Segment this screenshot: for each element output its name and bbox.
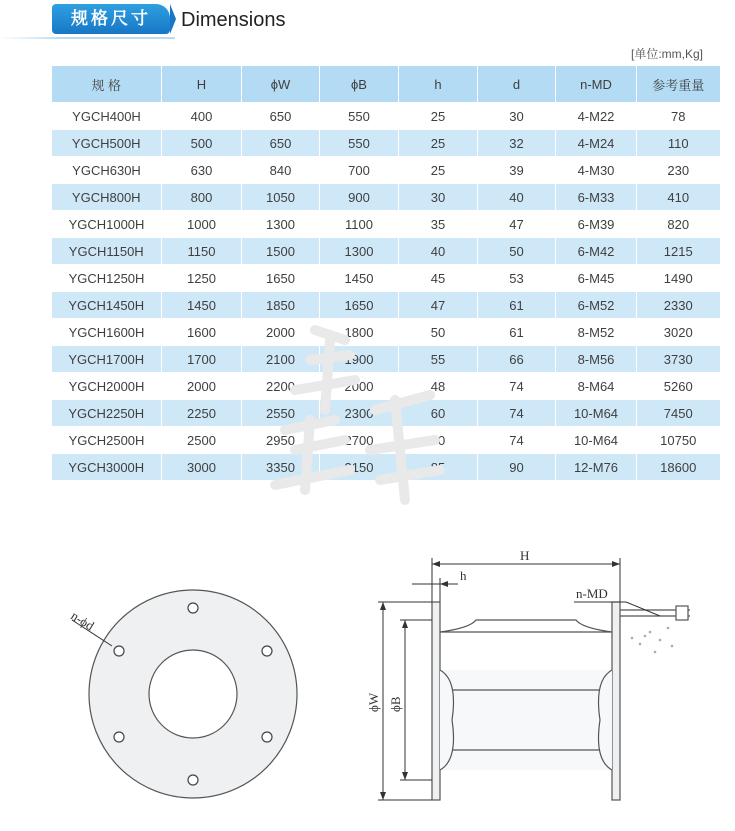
value-cell: 7450 — [637, 400, 720, 427]
value-cell: 2950 — [242, 427, 320, 454]
value-cell: 6-M39 — [556, 211, 637, 238]
value-cell: 50 — [399, 319, 478, 346]
technical-drawing — [0, 540, 735, 831]
value-cell: 10-M64 — [556, 400, 637, 427]
flange-front-view — [72, 590, 297, 798]
value-cell: 8-M56 — [556, 346, 637, 373]
value-cell: 47 — [478, 211, 556, 238]
table-row — [52, 400, 720, 427]
value-cell: 3000 — [162, 454, 242, 481]
value-cell: 6-M33 — [556, 184, 637, 211]
model-cell: YGCH1000H — [52, 211, 162, 238]
column-header: H — [162, 66, 242, 103]
value-cell: 1650 — [242, 265, 320, 292]
value-cell: 3350 — [242, 454, 320, 481]
value-cell: 1450 — [162, 292, 242, 319]
table-row — [52, 184, 720, 211]
value-cell: 400 — [162, 103, 242, 130]
value-cell: 1700 — [162, 346, 242, 373]
value-cell: 40 — [399, 238, 478, 265]
value-cell: 1000 — [162, 211, 242, 238]
value-cell: 32 — [478, 130, 556, 157]
column-header: ϕB — [320, 66, 399, 103]
dim-W-label: ϕW — [366, 692, 381, 712]
model-cell: YGCH1700H — [52, 346, 162, 373]
table-header-row — [52, 66, 720, 103]
value-cell: 35 — [399, 211, 478, 238]
value-cell: 18600 — [637, 454, 720, 481]
value-cell: 2000 — [242, 319, 320, 346]
value-cell: 2000 — [320, 373, 399, 400]
model-cell: YGCH800H — [52, 184, 162, 211]
value-cell: 820 — [637, 211, 720, 238]
unit-note: [单位:mm,Kg] — [630, 47, 703, 61]
dim-B-label: ϕB — [388, 696, 403, 712]
column-header: n-MD — [556, 66, 637, 103]
column-header: 规 格 — [52, 66, 162, 103]
table-row — [52, 427, 720, 454]
value-cell: 6-M52 — [556, 292, 637, 319]
value-cell: 1900 — [320, 346, 399, 373]
value-cell: 78 — [637, 103, 720, 130]
column-header: d — [478, 66, 556, 103]
value-cell: 550 — [320, 130, 399, 157]
value-cell: 1650 — [320, 292, 399, 319]
value-cell: 61 — [478, 319, 556, 346]
value-cell: 47 — [399, 292, 478, 319]
value-cell: 410 — [637, 184, 720, 211]
table-row — [52, 346, 720, 373]
value-cell: 650 — [242, 130, 320, 157]
value-cell: 3020 — [637, 319, 720, 346]
column-header: ϕW — [242, 66, 320, 103]
value-cell: 4-M22 — [556, 103, 637, 130]
value-cell: 1850 — [242, 292, 320, 319]
dim-h-label: h — [460, 568, 467, 583]
model-cell: YGCH630H — [52, 157, 162, 184]
table-row — [52, 265, 720, 292]
value-cell: 74 — [478, 427, 556, 454]
value-cell: 1250 — [162, 265, 242, 292]
value-cell: 30 — [399, 184, 478, 211]
value-cell: 74 — [478, 400, 556, 427]
spray-particles — [631, 627, 674, 654]
table-row — [52, 130, 720, 157]
value-cell: 10-M64 — [556, 427, 637, 454]
value-cell: 550 — [320, 103, 399, 130]
value-cell: 840 — [242, 157, 320, 184]
value-cell: 1050 — [242, 184, 320, 211]
value-cell: 40 — [478, 184, 556, 211]
value-cell: 85 — [399, 454, 478, 481]
table-row — [52, 238, 720, 265]
table-row — [52, 373, 720, 400]
table-row — [52, 157, 720, 184]
value-cell: 2700 — [320, 427, 399, 454]
model-cell: YGCH2250H — [52, 400, 162, 427]
value-cell: 2100 — [242, 346, 320, 373]
value-cell: 66 — [478, 346, 556, 373]
value-cell: 39 — [478, 157, 556, 184]
value-cell: 650 — [242, 103, 320, 130]
section-header — [0, 0, 735, 44]
value-cell: 1800 — [320, 319, 399, 346]
model-cell: YGCH500H — [52, 130, 162, 157]
value-cell: 30 — [478, 103, 556, 130]
section-badge: 规格尺寸 — [52, 4, 170, 34]
value-cell: 61 — [478, 292, 556, 319]
model-cell: YGCH1450H — [52, 292, 162, 319]
column-header: h — [399, 66, 478, 103]
value-cell: 25 — [399, 157, 478, 184]
value-cell: 1150 — [162, 238, 242, 265]
value-cell: 8-M64 — [556, 373, 637, 400]
value-cell: 700 — [320, 157, 399, 184]
value-cell: 800 — [162, 184, 242, 211]
value-cell: 4-M24 — [556, 130, 637, 157]
value-cell: 2000 — [162, 373, 242, 400]
value-cell: 1450 — [320, 265, 399, 292]
value-cell: 2300 — [320, 400, 399, 427]
value-cell: 5260 — [637, 373, 720, 400]
value-cell: 70 — [399, 427, 478, 454]
value-cell: 25 — [399, 103, 478, 130]
value-cell: 1100 — [320, 211, 399, 238]
section-title: Dimensions — [181, 9, 286, 31]
value-cell: 45 — [399, 265, 478, 292]
value-cell: 1500 — [242, 238, 320, 265]
value-cell: 60 — [399, 400, 478, 427]
model-cell: YGCH1150H — [52, 238, 162, 265]
value-cell: 2550 — [242, 400, 320, 427]
side-view — [432, 602, 690, 800]
value-cell: 25 — [399, 130, 478, 157]
dim-nMD-label: n-MD — [576, 586, 608, 601]
value-cell: 53 — [478, 265, 556, 292]
table-row — [52, 454, 720, 481]
bolt-hole-label: n-ϕd — [68, 607, 97, 634]
value-cell: 90 — [478, 454, 556, 481]
table-row — [52, 292, 720, 319]
value-cell: 48 — [399, 373, 478, 400]
value-cell: 6-M42 — [556, 238, 637, 265]
value-cell: 1300 — [242, 211, 320, 238]
value-cell: 12-M76 — [556, 454, 637, 481]
value-cell: 3730 — [637, 346, 720, 373]
header-underline — [0, 37, 175, 39]
dimensions-table — [51, 66, 720, 480]
model-cell: YGCH400H — [52, 103, 162, 130]
value-cell: 900 — [320, 184, 399, 211]
table-row — [52, 211, 720, 238]
value-cell: 2500 — [162, 427, 242, 454]
value-cell: 230 — [637, 157, 720, 184]
model-cell: YGCH3000H — [52, 454, 162, 481]
value-cell: 10750 — [637, 427, 720, 454]
model-cell: YGCH2500H — [52, 427, 162, 454]
column-header: 参考重量 — [637, 66, 720, 103]
model-cell: YGCH1600H — [52, 319, 162, 346]
value-cell: 500 — [162, 130, 242, 157]
value-cell: 2200 — [242, 373, 320, 400]
value-cell: 50 — [478, 238, 556, 265]
model-cell: YGCH1250H — [52, 265, 162, 292]
badge-tail — [170, 4, 176, 34]
value-cell: 630 — [162, 157, 242, 184]
value-cell: 6-M45 — [556, 265, 637, 292]
value-cell: 1300 — [320, 238, 399, 265]
value-cell: 2250 — [162, 400, 242, 427]
table-row — [52, 103, 720, 130]
value-cell: 110 — [637, 130, 720, 157]
value-cell: 1215 — [637, 238, 720, 265]
value-cell: 55 — [399, 346, 478, 373]
table-row — [52, 319, 720, 346]
value-cell: 8-M52 — [556, 319, 637, 346]
value-cell: 3150 — [320, 454, 399, 481]
value-cell: 4-M30 — [556, 157, 637, 184]
value-cell: 2330 — [637, 292, 720, 319]
value-cell: 1600 — [162, 319, 242, 346]
value-cell: 74 — [478, 373, 556, 400]
table-body — [52, 103, 720, 481]
value-cell: 1490 — [637, 265, 720, 292]
dim-H-label: H — [520, 548, 530, 563]
model-cell: YGCH2000H — [52, 373, 162, 400]
